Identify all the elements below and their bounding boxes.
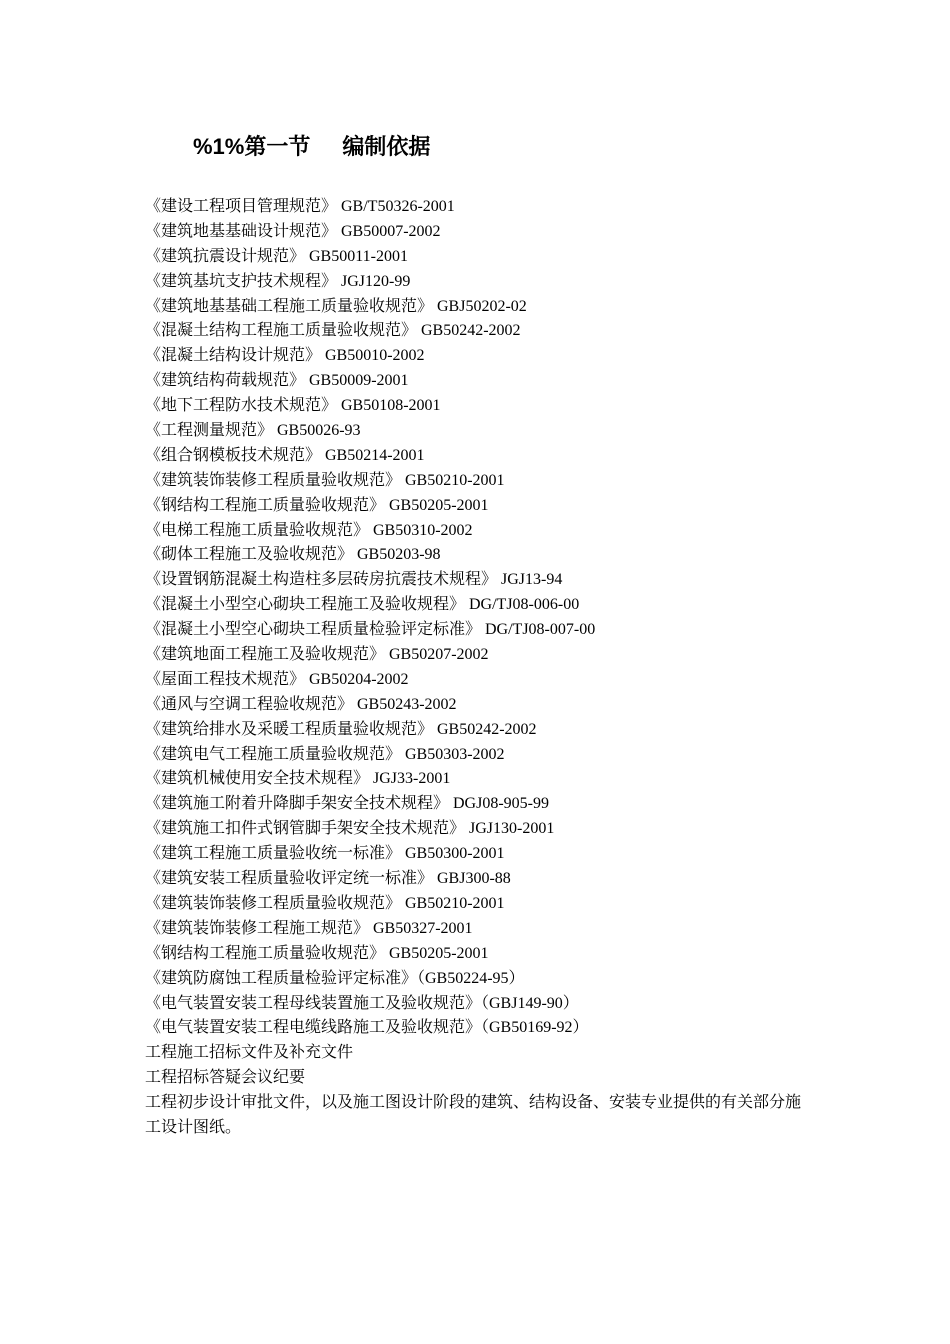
list-item: 《建筑地面工程施工及验收规范》 GB50207-2002 [145,646,489,664]
list-item: 《电气装置安装工程电缆线路施工及验收规范》（GB50169-92） [145,1019,589,1037]
list-item: 《组合钢模板技术规范》 GB50214-2001 [145,446,425,464]
list-item: 《建筑施工附着升降脚手架安全技术规程》 DGJ08-905-99 [145,795,549,813]
final-paragraph: 工程初步设计审批文件，以及施工图设计阶段的建筑、结构设备、安装专业提供的有关部分施工设计图纸。 [145,1094,802,1136]
section-heading [193,131,430,163]
list-item: 《建筑结构荷载规范》 GB50009-2001 [145,372,409,390]
list-item: 《建筑电气工程施工质量验收规范》 GB50303-2002 [145,745,505,763]
list-item: 《建筑施工扣件式钢管脚手架安全技术规范》 JGJ130-2001 [145,820,555,838]
list-item: 《工程测量规范》 GB50026-93 [145,422,361,440]
list-item: 《设置钢筋混凝土构造柱多层砖房抗震技术规程》 JGJ13-94 [145,571,563,589]
list-item: 《通风与空调工程验收规范》 GB50243-2002 [145,695,457,713]
list-item: 《钢结构工程施工质量验收规范》 GB50205-2001 [145,496,489,514]
list-item: 《建筑防腐蚀工程质量检验评定标准》（GB50224-95） [145,969,525,987]
list-item: 工程招标答疑会议纪要 [145,1069,306,1087]
list-item: 《混凝土小型空心砌块工程质量检验评定标准》 DG/TJ08-007-00 [145,621,596,639]
section-title: 编制依据 [342,134,431,159]
list-item: 《屋面工程技术规范》 GB50204-2002 [145,670,409,688]
list-item: 《电气装置安装工程母线装置施工及验收规范》（GBJ149-90） [145,994,579,1012]
list-item: 《建筑抗震设计规范》 GB50011-2001 [145,247,408,265]
list-item: 《建筑工程施工质量验收统一标准》 GB50300-2001 [145,845,505,863]
list-item: 《建设工程项目管理规范》 GB/T50326-2001 [145,198,455,215]
section-number: %1%第一节 [193,134,311,159]
list-item: 《混凝土结构工程施工质量验收规范》 GB50242-2002 [145,322,521,340]
list-item: 《混凝土小型空心砌块工程施工及验收规程》 DG/TJ08-006-00 [145,596,580,614]
list-item: 《建筑装饰装修工程施工规范》 GB50327-2001 [145,919,473,937]
list-item: 工程施工招标文件及补充文件 [145,1044,354,1062]
list-item: 《钢结构工程施工质量验收规范》 GB50205-2001 [145,944,489,962]
list-item: 《建筑机械使用安全技术规程》 JGJ33-2001 [145,770,451,788]
list-item: 《建筑装饰装修工程质量验收规范》 GB50210-2001 [145,471,505,489]
list-item: 《建筑地基基础工程施工质量验收规范》 GBJ50202-02 [145,297,527,315]
list-item: 《电梯工程施工质量验收规范》 GB50310-2002 [145,521,473,539]
list-item: 《建筑装饰装修工程质量验收规范》 GB50210-2001 [145,894,505,912]
list-item: 《建筑地基基础设计规范》 GB50007-2002 [145,222,441,240]
list-item: 《地下工程防水技术规范》 GB50108-2001 [145,397,441,415]
list-item: 《砌体工程施工及验收规范》 GB50203-98 [145,546,441,564]
list-item: 《建筑安装工程质量验收评定统一标准》 GBJ300-88 [145,870,511,888]
list-item: 《混凝土结构设计规范》 GB50010-2002 [145,347,425,365]
list-item: 《建筑基坑支护技术规程》 JGJ120-99 [145,272,411,290]
list-item: 《建筑给排水及采暖工程质量验收规范》 GB50242-2002 [145,720,537,738]
reference-list [145,195,825,1141]
